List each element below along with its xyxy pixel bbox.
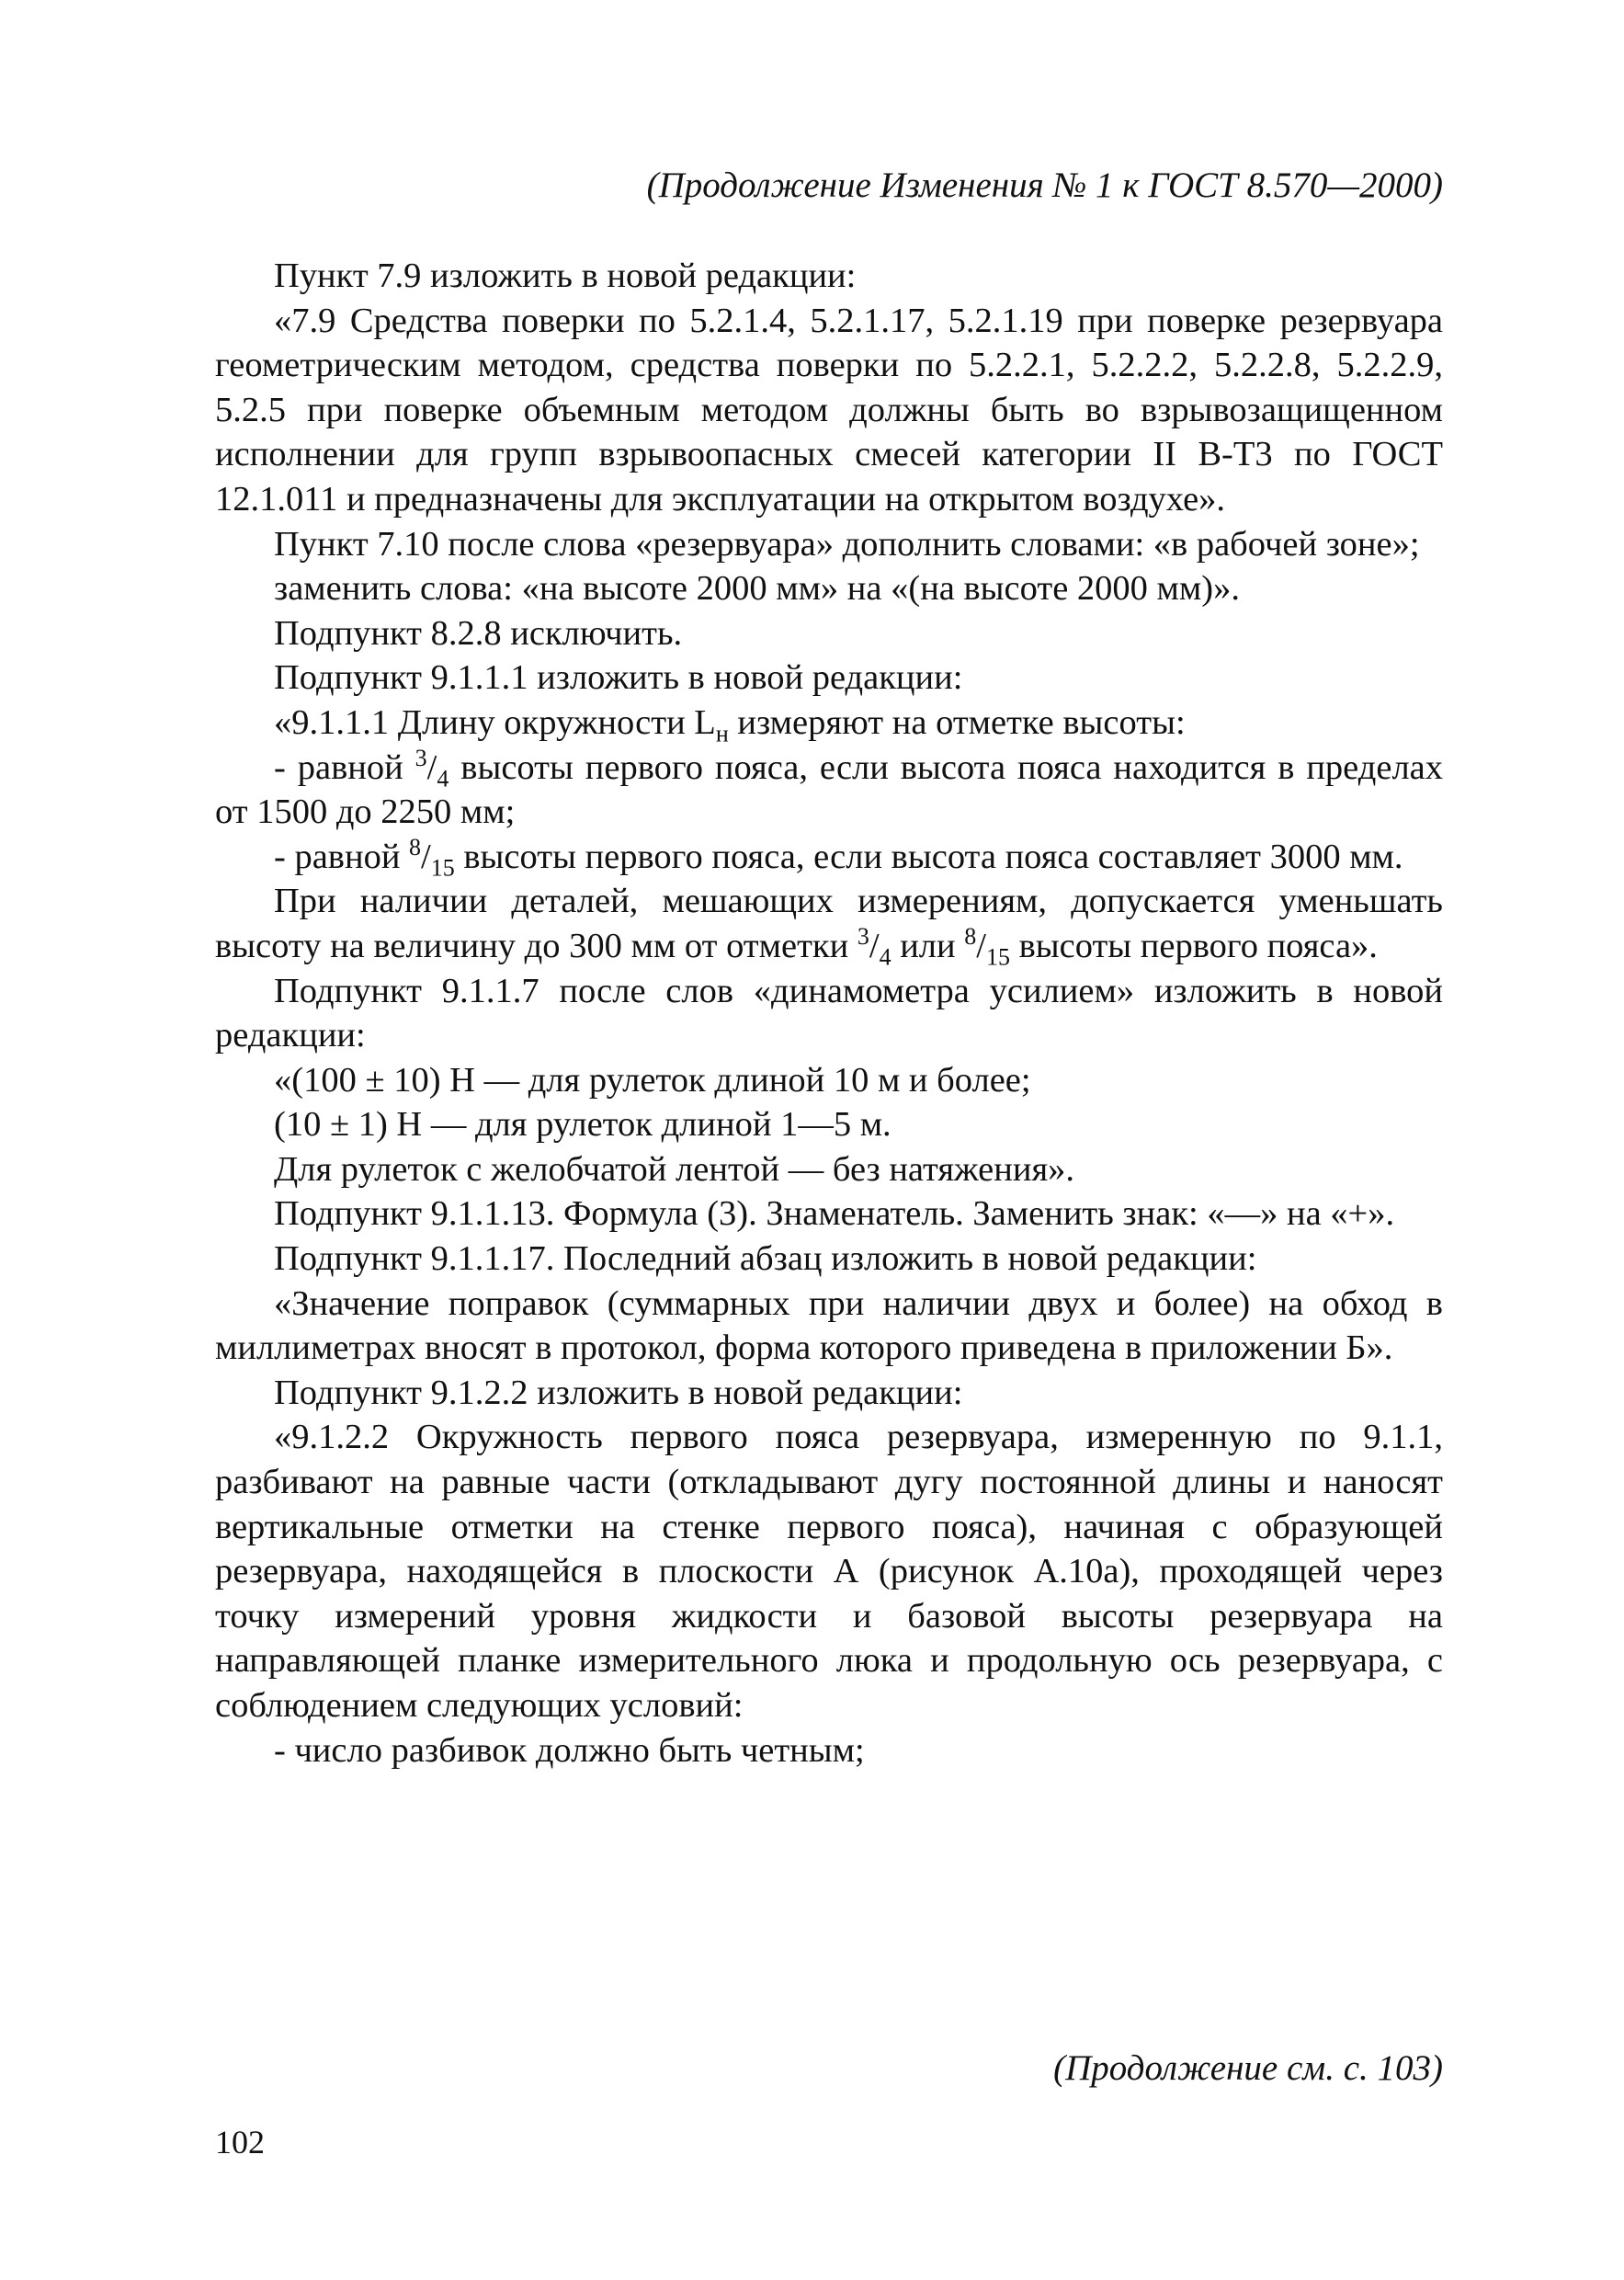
document-body <box>215 254 1443 1773</box>
text-span: высоты первого пояса, если высота пояса составляет 3000 мм. <box>454 837 1403 876</box>
text-span: или <box>891 926 965 965</box>
paragraph <box>215 701 1443 746</box>
paragraph: «Значение поправок (суммарных при наличии двух и более) на обход в миллиметрах вносят в протокол, форма которого приведена в приложении Б». <box>215 1283 1443 1368</box>
paragraph <box>215 835 1443 880</box>
fraction: $^3/_4$ <box>415 744 449 792</box>
continuation-note: (Продолжение см. с. 103) <box>1053 2048 1443 2088</box>
fraction-denominator: 4 <box>437 765 449 792</box>
text-span: При наличии деталей, мешающих измерениям, допускается уменьшать высоту на величину до 300 мм от отметки <box>215 882 1443 965</box>
paragraph: Подпункт 9.1.1.17. Последний абзац изложить в новой редакции: <box>274 1239 1257 1279</box>
paragraph: (10 ± 1) Н — для рулеток длиной 1—5 м. <box>274 1105 891 1145</box>
fraction: $^8/_{15}$ <box>964 923 1010 971</box>
paragraph: Подпункт 9.1.2.2 изложить в новой редакции: <box>274 1373 963 1412</box>
text-span: высоты первого пояса». <box>1009 926 1378 965</box>
page-number: 102 <box>215 2124 265 2160</box>
text-span: измеряют на отметке высоты: <box>728 702 1186 742</box>
fraction-numerator: 8 <box>964 923 977 951</box>
fraction-numerator: 3 <box>857 923 869 951</box>
fraction-denominator: 4 <box>879 943 891 971</box>
fraction-denominator: 15 <box>985 943 1010 971</box>
text-span: - равной <box>274 747 415 787</box>
paragraph: заменить слова: «на высоте 2000 мм» на «(на высоте 2000 мм)». <box>274 569 1240 609</box>
paragraph: Подпункт 9.1.1.7 после слов «динамометра усилием» изложить в новой редакции: <box>215 971 1443 1055</box>
paragraph: «7.9 Средства поверки по 5.2.1.4, 5.2.1.17, 5.2.1.19 при поверке резервуара геометрическим методом, средства поверки по 5.2.2.1, 5.2.2.2, 5.2.2.8, 5.2.2.9, 5.2.5 при поверке объемным методом должны быть во взрывозащищенном исполнении для групп взрывоопасных смесей категории II В-Т3 по ГОСТ 12.1.011 и предназначены для эксплуатации на открытом воздухе». <box>215 301 1443 519</box>
paragraph: Подпункт 9.1.1.13. Формула (3). Знаменатель. Заменить знак: «—» на «+». <box>274 1194 1395 1234</box>
paragraph: Подпункт 9.1.1.1 изложить в новой редакции: <box>274 658 963 698</box>
fraction: $^3/_4$ <box>857 923 891 971</box>
fraction-numerator: 3 <box>415 744 427 771</box>
fraction-denominator: 15 <box>430 854 455 882</box>
page-header: (Продолжение Изменения № 1 к ГОСТ 8.570—2000) <box>646 165 1443 205</box>
subscript: н <box>715 720 729 747</box>
text-span: - равной <box>274 837 410 876</box>
paragraph: - число разбивок должно быть четным; <box>274 1730 865 1770</box>
text-span: «9.1.1.1 Длину окружности L <box>274 702 716 742</box>
paragraph: Пункт 7.10 после слова «резервуара» дополнить словами: «в рабочей зоне»; <box>274 524 1420 564</box>
paragraph <box>215 879 1443 971</box>
paragraph: Подпункт 8.2.8 исключить. <box>274 613 683 653</box>
paragraph: Пункт 7.9 изложить в новой редакции: <box>274 256 857 295</box>
fraction: $^8/_{15}$ <box>409 833 455 882</box>
paragraph: «(100 ± 10) Н — для рулеток длиной 10 м и более; <box>274 1060 1031 1100</box>
paragraph <box>215 746 1443 835</box>
paragraph: Для рулеток с желобчатой лентой — без натяжения». <box>274 1149 1075 1189</box>
text-span: высоты первого пояса, если высота пояса находится в пределах от 1500 до 2250 мм; <box>215 747 1443 832</box>
fraction-numerator: 8 <box>409 833 422 861</box>
paragraph: «9.1.2.2 Окружность первого пояса резервуара, измеренную по 9.1.1, разбивают на равные части (откладывают дугу постоянной длины и наносят вертикальные отметки на стенке первого пояса), начиная с образующей резервуара, находящейся в плоскости А (рисунок А.10а), проходящей через точку измерений уровня жидкости и базовой высоты резервуара на направляющей планке измерительного люка и продольную ось резервуара, с соблюдением следующих условий: <box>215 1418 1443 1725</box>
